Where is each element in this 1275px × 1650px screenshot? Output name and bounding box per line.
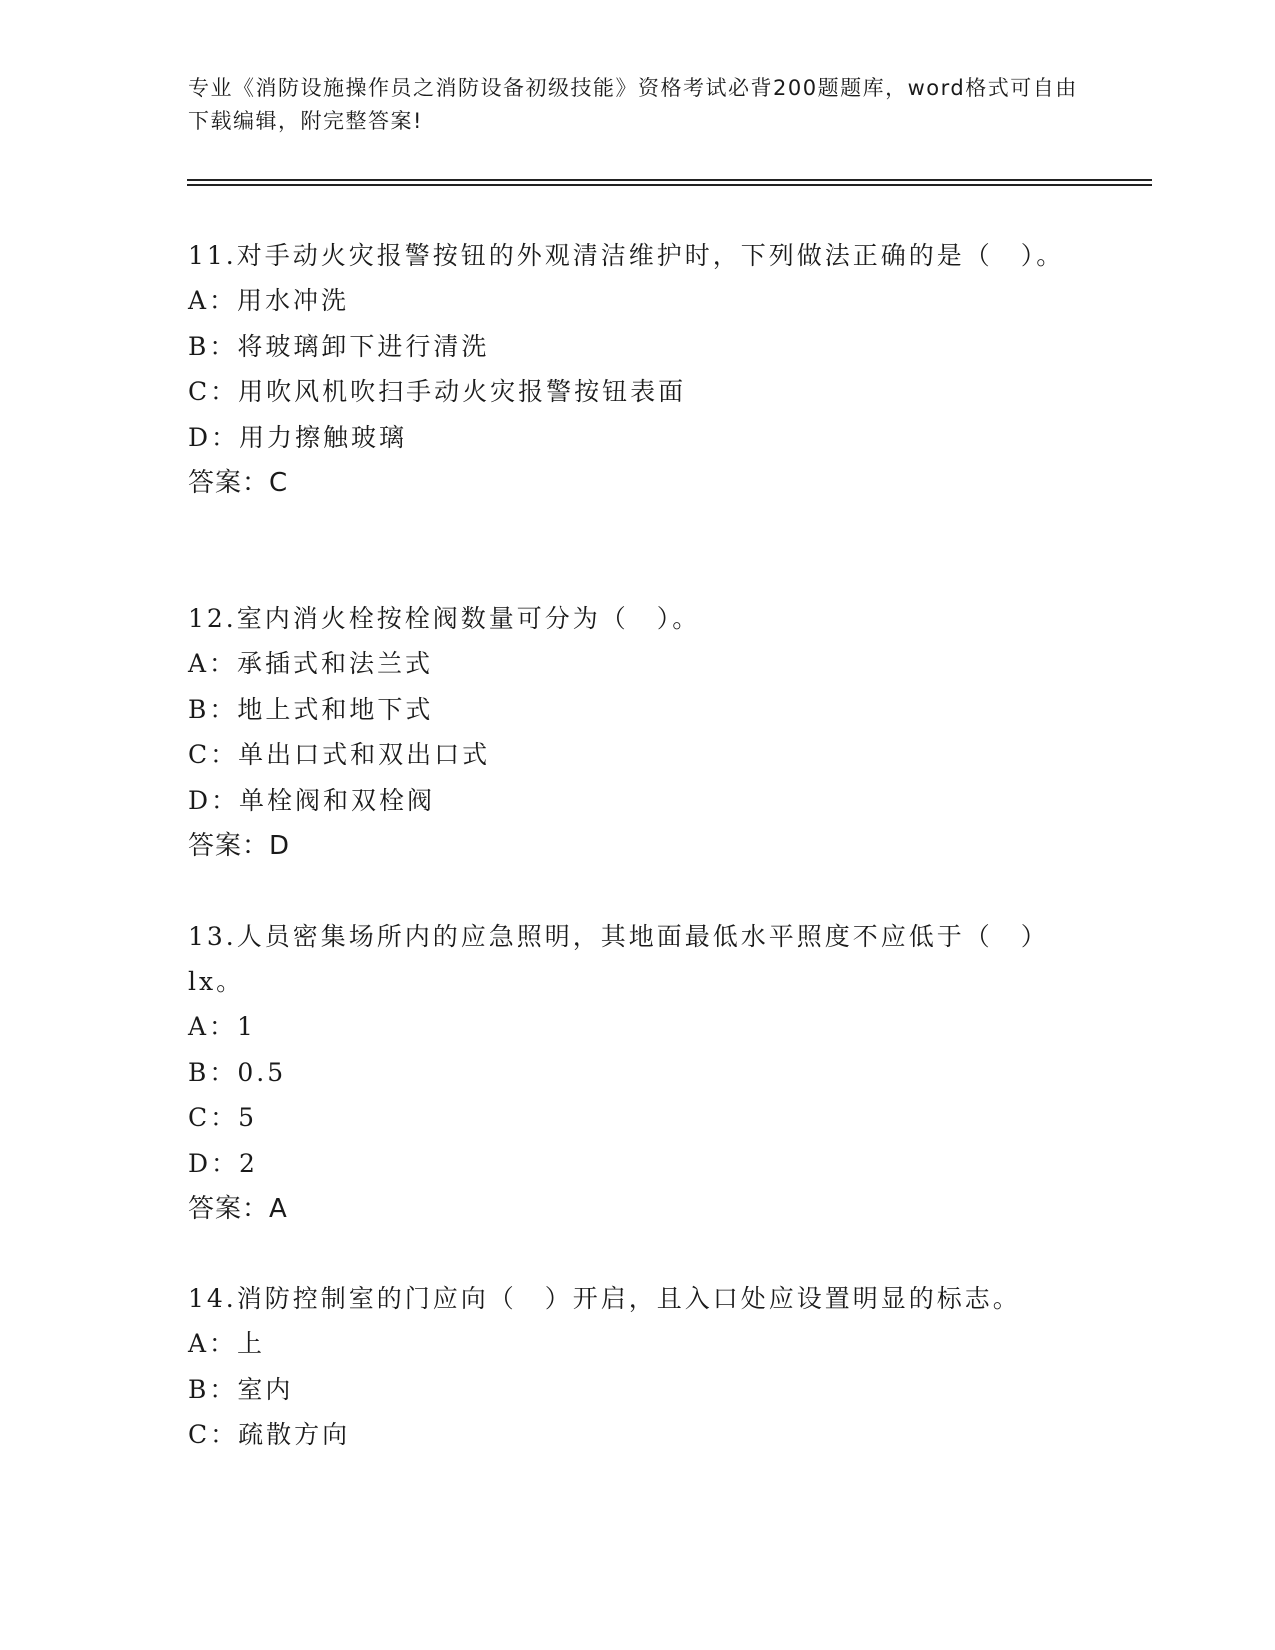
question-11	[188, 233, 1078, 506]
document-header: 专业《消防设施操作员之消防设备初级技能》资格考试必背200题题库，word格式可自由下载编辑，附完整答案!	[188, 76, 1078, 133]
option-b: B：室内	[188, 1374, 294, 1404]
option-b: B：地上式和地下式	[188, 694, 434, 724]
question-13	[188, 914, 1078, 1232]
option-a: A：用水冲洗	[188, 286, 350, 315]
question-14	[188, 1276, 1078, 1458]
question-stem: 14.消防控制室的门应向（ ）开启，且入口处应设置明显的标志。	[188, 1284, 1021, 1313]
header-divider-bottom	[187, 184, 1152, 186]
question-stem: 12.室内消火栓按栓阀数量可分为（ ）。	[188, 604, 701, 633]
option-d: D：用力擦触玻璃	[188, 422, 408, 452]
option-c: C：单出口式和双出口式	[188, 740, 491, 769]
question-stem: 11.对手动火灾报警按钮的外观清洁维护时，下列做法正确的是（ ）。	[188, 241, 1065, 270]
question-stem: 13.人员密集场所内的应急照明，其地面最低水平照度不应低于（ ）lx。	[188, 922, 1049, 996]
option-a: A：上	[188, 1329, 266, 1358]
option-d: D：单栓阀和双栓阀	[188, 785, 436, 815]
option-c: C：用吹风机吹扫手动火灾报警按钮表面	[188, 377, 687, 406]
answer-line: 答案：C	[188, 468, 289, 498]
answer-line: 答案：A	[188, 1194, 288, 1224]
option-a: A：1	[188, 1012, 256, 1041]
option-a: A：承插式和法兰式	[188, 649, 434, 678]
option-d: D：2	[188, 1148, 258, 1178]
header-divider-top	[187, 179, 1152, 181]
option-c: C：5	[188, 1103, 258, 1132]
question-12	[188, 596, 1078, 869]
answer-line: 答案：D	[188, 831, 291, 861]
option-c: C：疏散方向	[188, 1420, 351, 1449]
option-b: B：将玻璃卸下进行清洗	[188, 331, 490, 361]
option-b: B：0.5	[188, 1057, 287, 1087]
